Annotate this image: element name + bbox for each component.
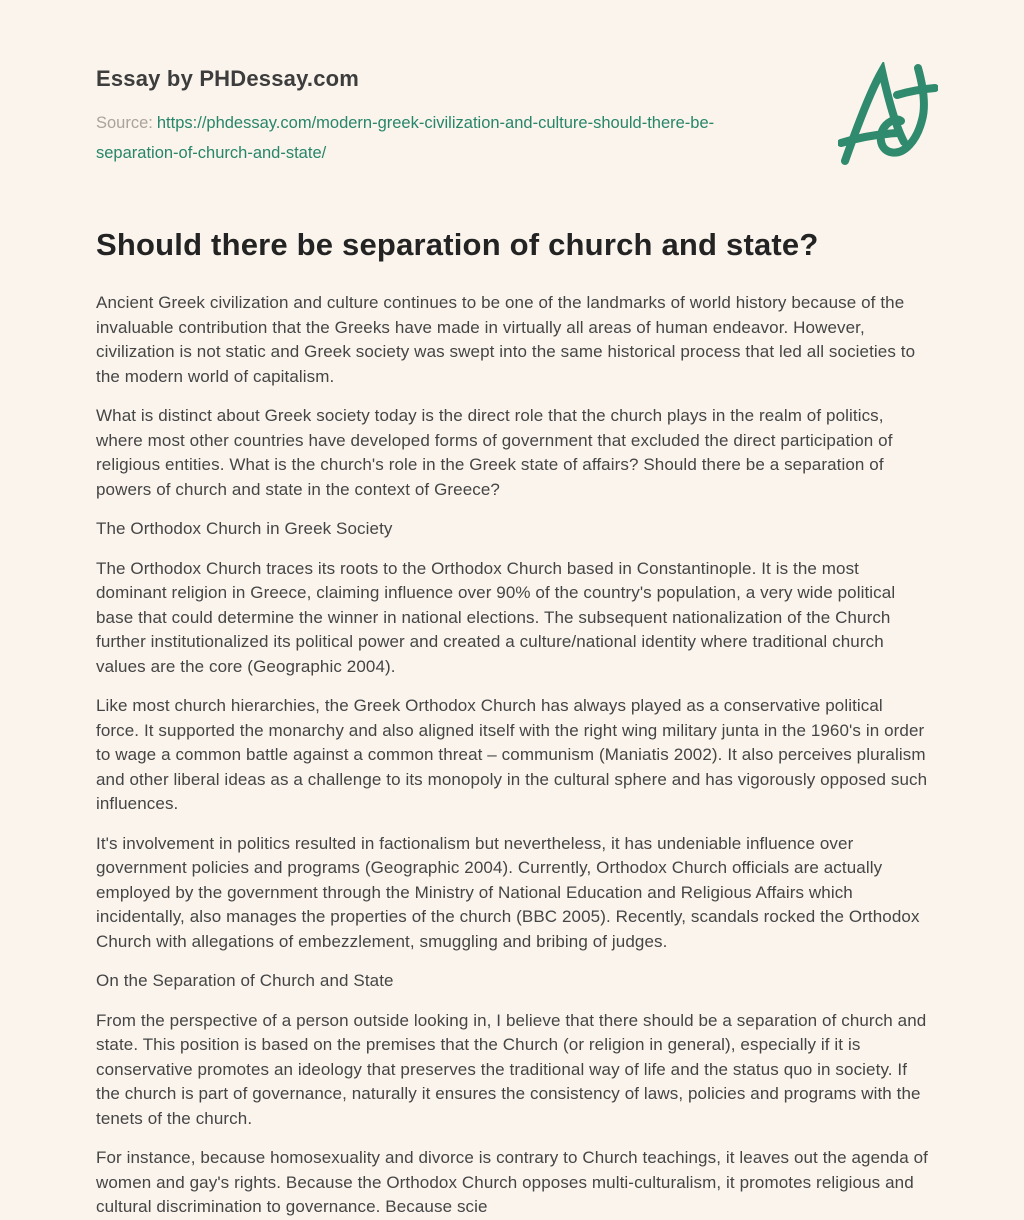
source-line <box>96 108 744 168</box>
essay-paragraph-8: From the perspective of a person outside looking in, I believe that there should be a separation of church and state. This position is based on the premises that the Church (or religion in general), especially if it is conservative promotes an ideology that preserves the traditional way of life and the status quo in society. If the church is part of governance, naturally it ensures the consistency of laws, policies and programs with the tenets of the church. <box>96 1010 927 1128</box>
essay-content <box>96 226 928 1220</box>
essay-section-heading-separation: On the Separation of Church and State <box>96 971 394 990</box>
essay-body <box>96 291 928 1220</box>
source-url-link[interactable]: https://phdessay.com/modern-greek-civilization-and-culture-should-there-be-separation-of-church-and-state/ <box>96 114 715 162</box>
essay-paragraph-5: Like most church hierarchies, the Greek Orthodox Church has always played as a conservative political force. It supported the monarchy and also aligned itself with the right wing military junta in the 1960's in order to wage a common battle against a common threat – communism (Maniatis 2002). It also perceives pluralism and other liberal ideas as a challenge to its monopoly in the cultural sphere and has vigorously opposed such influences. <box>96 696 928 813</box>
essay-section-heading-orthodox-church: The Orthodox Church in Greek Society <box>96 519 393 538</box>
logo-plus-horizontal <box>897 88 935 95</box>
essay-paragraph-6: It's involvement in politics resulted in factionalism but nevertheless, it has undeniable influence over government policies and programs (Geographic 2004). Currently, Orthodox Church officials are actually employed by the government through the Ministry of National Education and Religious Affairs which incidentally, also manages the properties of the church (BBC 2005). Recently, scandals rocked the Orthodox Church with allegations of embezzlement, smuggling and bribing of judges. <box>96 833 920 951</box>
logo-a-crossbar <box>841 133 898 143</box>
essay-title: Should there be separation of church and state? <box>96 227 819 262</box>
essay-paragraph-1: Ancient Greek civilization and culture continues to be one of the landmarks of world history because of the invaluable contribution that the Greeks have made in virtually all areas of human endeavor. However, civilization is not static and Greek society was swept into the same historical process that led all societies to the modern world of capitalism. <box>96 293 916 386</box>
phdessay-logo <box>838 62 938 168</box>
site-byline: Essay by PHDessay.com <box>96 66 360 91</box>
essay-paragraph-9-truncated: For instance, because homosexuality and divorce is contrary to Church teachings, it leaves out the agenda of women and gay's rights. Because the Orthodox Church opposes multi-culturalism, it promotes religious and cultural discrimination to governance. Because scie <box>96 1148 928 1216</box>
essay-paragraph-4: The Orthodox Church traces its roots to the Orthodox Church based in Constantinople. It is the most dominant religion in Greece, claiming influence over 90% of the country's population, a very wide political base that could determine the winner in national elections. The subsequent nationalization of the Church further institutionalized its political power and created a culture/national identity where traditional church values are the core (Geographic 2004). <box>96 558 896 676</box>
essay-paragraph-2: What is distinct about Greek society today is the direct role that the church plays in the realm of politics, where most other countries have developed forms of government that excluded the direct participation of religious entities. What is the church's role in the Greek state of affairs? Should there be a separation of powers of church and state in the context of Greece? <box>96 406 893 499</box>
source-label: Source: <box>96 114 153 132</box>
page-header <box>96 66 928 168</box>
a-plus-logo-icon <box>838 62 938 168</box>
